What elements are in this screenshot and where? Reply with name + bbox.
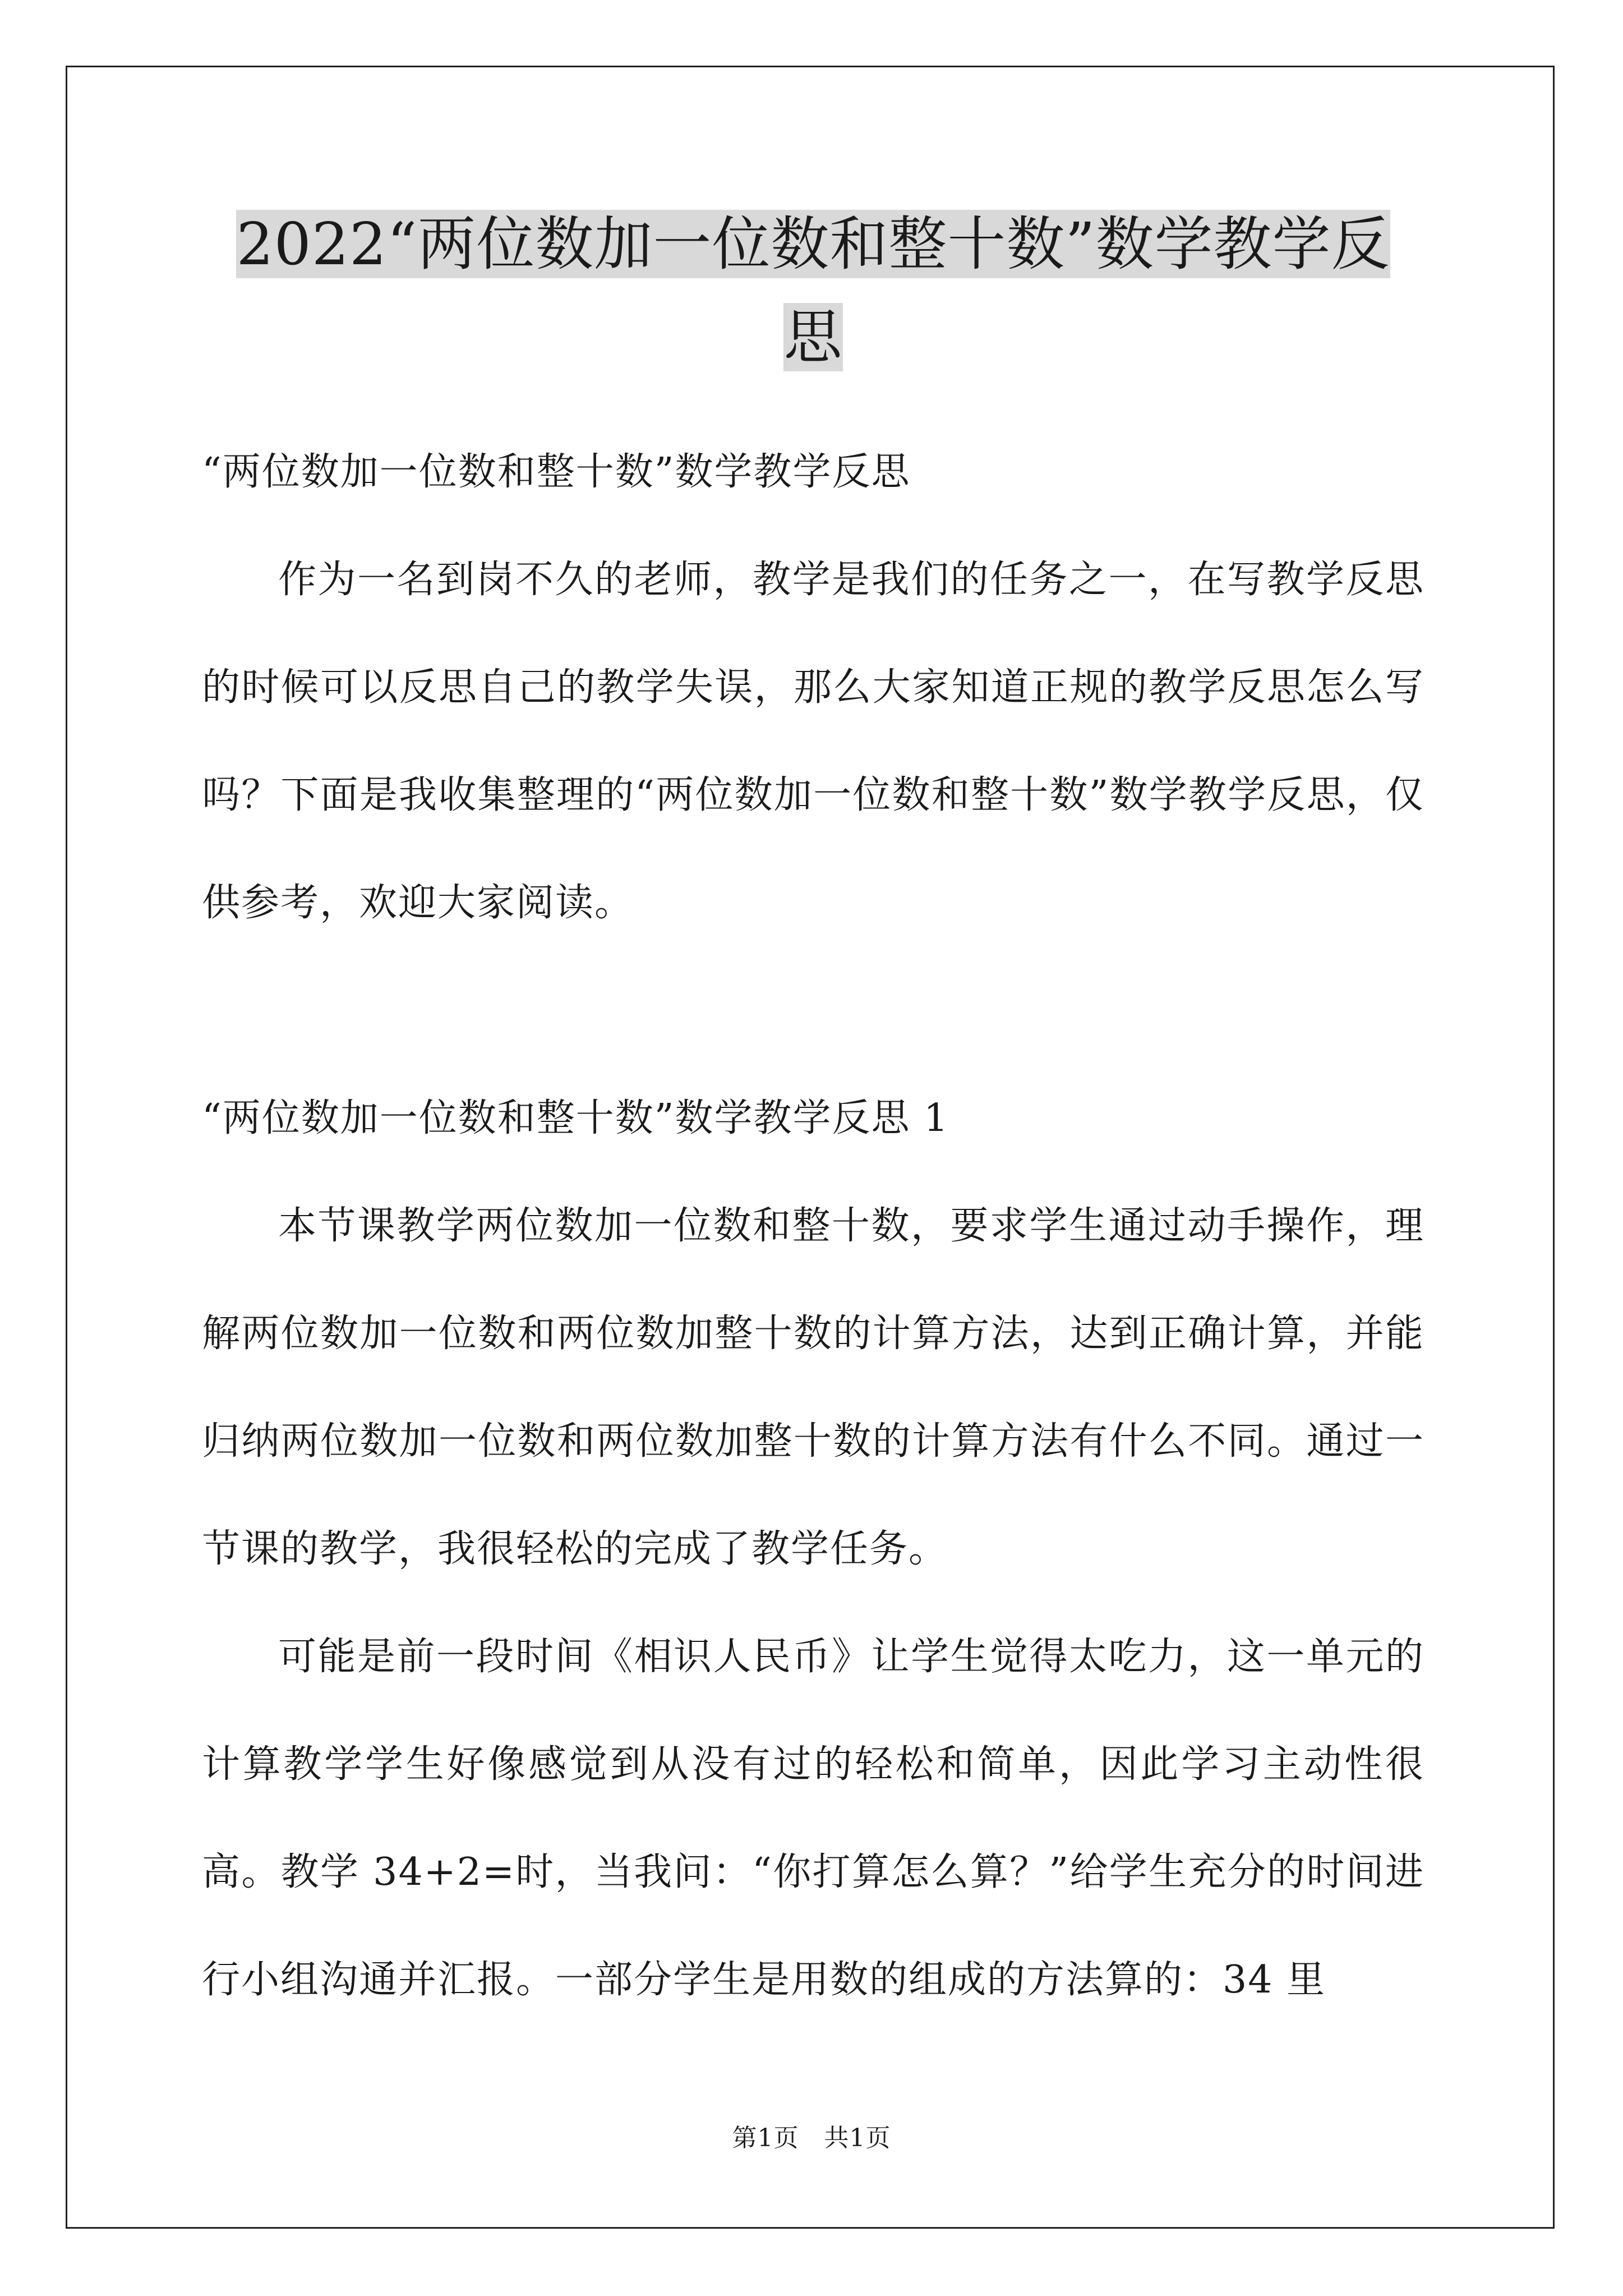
page-number: 第1页 共1页 xyxy=(732,2124,891,2152)
section-paragraph: 可能是前一段时间《相识人民币》让学生觉得太吃力，这一单元的计算教学学生好像感觉到从没有过的轻松和简单，因此学习主动性很高。教学 34+2=时，当我问：“你打算怎么算？”给学生充分的时间进行小组沟通并汇报。一部分学生是用数的组成的方法算的：34 里 xyxy=(202,1635,1424,2002)
section-paragraph: 本节课教学两位数加一位数和整十数，要求学生通过动手操作，理解两位数加一位数和两位数加整十数的计算方法，达到正确计算，并能归纳两位数加一位数和两位数加整十数的计算方法有什么不同。通过一节课的教学，我很轻松的完成了教学任务。 xyxy=(202,1204,1424,1571)
intro-text: 作为一名到岗不久的老师，教学是我们的任务之一，在写教学反思的时候可以反思自己的教学失误，那么大家知道正规的教学反思怎么写吗？下面是我收集整理的“两位数加一位数和整十数”数学教学反思，仅供参考，欢迎大家阅读。 xyxy=(202,558,1424,925)
page-footer xyxy=(0,2118,1623,2154)
subtitle-text: “两位数加一位数和整十数”数学教学反思 xyxy=(202,450,911,494)
subtitle xyxy=(202,418,1424,526)
title-block xyxy=(208,197,1419,384)
intro-paragraph xyxy=(202,526,1424,957)
section-body xyxy=(202,1172,1424,2034)
document-title: 2022“两位数加一位数和整十数”数学教学反思 xyxy=(236,210,1390,371)
section-heading xyxy=(202,1065,1424,1172)
section-heading-text: “两位数加一位数和整十数”数学教学反思 1 xyxy=(202,1096,949,1140)
